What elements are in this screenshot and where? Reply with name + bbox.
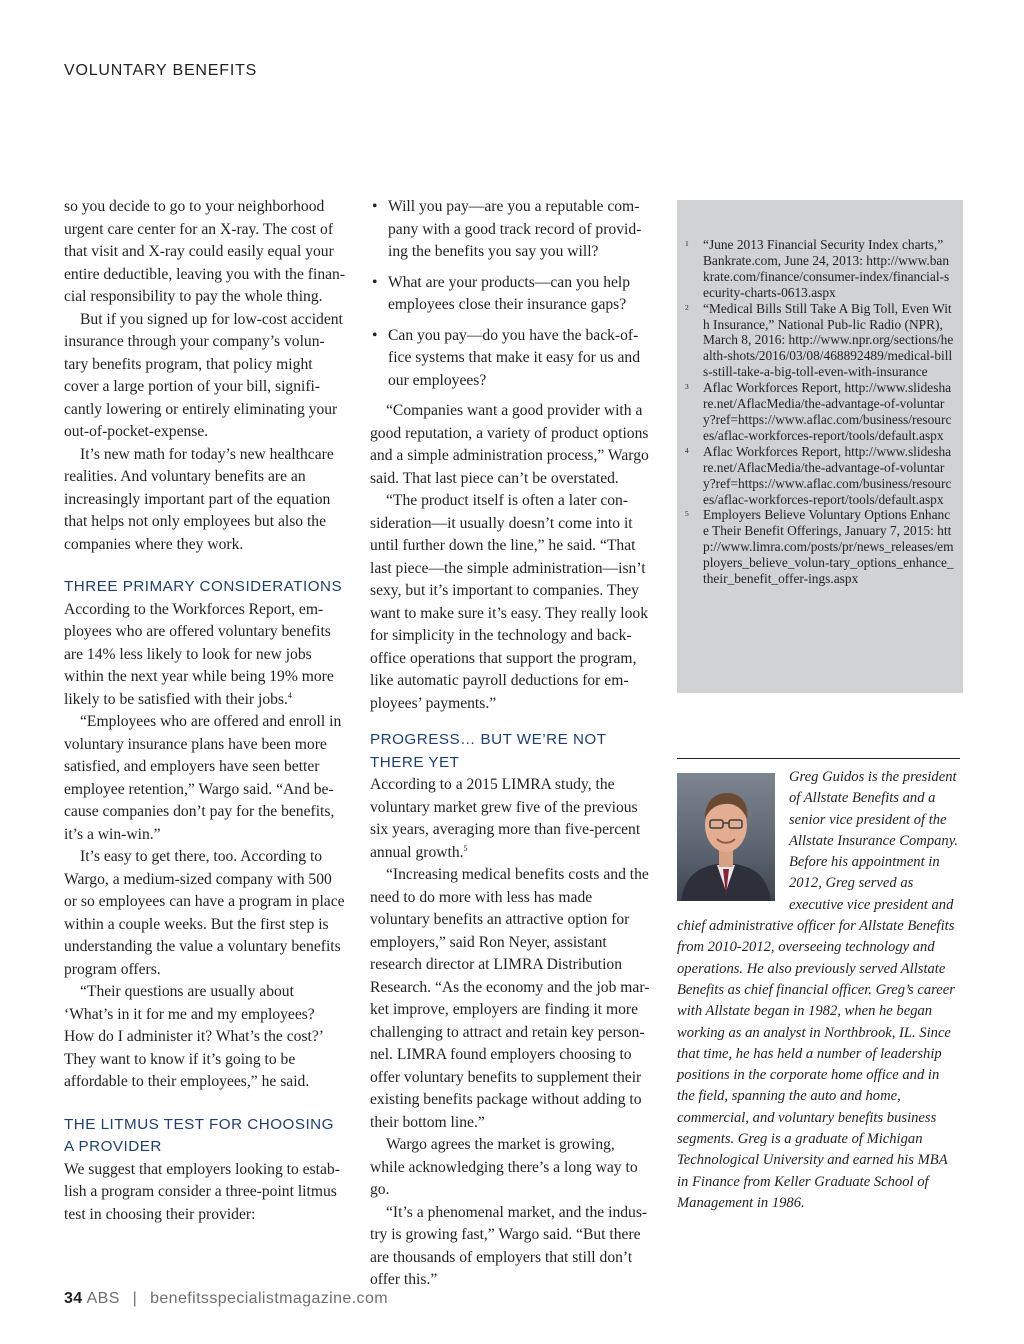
footnote [677,507,955,587]
subheading-progress: PROGRESS… BUT WE’RE NOT THERE YET [370,731,607,771]
footnote [677,444,955,508]
footnote [677,237,955,301]
page-footer [64,1290,388,1308]
paragraph [370,774,652,864]
bio-text: Greg Guidos is the president of Allstate Benefits and a senior vice president of the Allstate Insurance Company. Before his appointment in 2012, Greg served as executive vice president and chief administrative officer for Allstate Benefits from 2010-2012, overseeing technology and operations. He also previously served Allstate Benefits as chief financial officer. Greg’s career with Allstate began in 1982, when he began working as an analyst in Northbrook, IL. Since that time, he has held a number of leadership positions in the corporate home office and in the field, spanning the auto and home, commercial, and voluntary benefits business segments. Greg is a graduate of Michigan Technological University and earned his MBA in Finance from Keller Graduate School of Management in 1986. [677,769,959,1211]
bullet-list [370,196,652,392]
paragraph: “It’s a phenomenal market, and the indus-try is growing fast,” Wargo said. “But there are thousands of employers that still don’t offer this.” [370,1203,648,1288]
paragraph: But if you signed up for low-cost accident insurance through your company’s volun-tary benefits program, that policy might cover a large portion of your bill, signifi-cantly lowering or entirely eliminating your out-of-pocket-expense. [64,310,343,440]
article-column-1 [64,196,346,1226]
footnote [677,380,955,444]
list-item [370,272,652,317]
section-label: VOLUNTARY BENEFITS [64,62,258,79]
paragraph: so you decide to go to your neighborhood urgent care center for an X-ray. The cost of that visit and X-ray could easily equal your entire deductible, leaving you with the finan-cial responsibility to pay the whole thing. [64,198,346,305]
footnote-number: 2 [685,302,689,312]
footnote-text: “June 2013 Financial Security Index charts,” Bankrate.com, June 24, 2013: http://www.bankrate.com/finance/consumer-index/financial-security-charts-0613.aspx [703,237,950,300]
paragraph: “The product itself is often a later con-sideration—it usually doesn’t come into it until further down the line,” he said. “That last piece—the simple administration—isn’t sexy, but it’s important to companies. They want to make sure it’s easy. They really look for simplicity in the technology and back-office operations that support the program, like automatic payroll deductions for em-ployees’ payments.” [370,492,649,712]
paragraph: “Increasing medical benefits costs and the need to do more with less has made voluntary benefits an attractive option for employers,” said Ron Neyer, assistant research director at LIMRA Distribution Research. “As the economy and the job mar-ket improve, employers are finding it more challenging to attract and retain key person-nel. LIMRA found employers choosing to offer voluntary benefits to supplement their existing benefits package without adding to their bottom line.” [370,866,650,1131]
footnote-number: 4 [685,445,689,455]
bullet-glyph: • [372,198,378,215]
footnote-text: Aflac Workforces Report, http://www.slideshare.net/AflacMedia/the-advantage-of-voluntary?ref=https://www.aflac.com/business/resources/aflac-workforces-report/tools/default.aspx [703,380,952,443]
footnote-number: 1 [685,239,689,248]
footnote-text: Aflac Workforces Report, http://www.slideshare.net/AflacMedia/the-advantage-of-voluntary?ref=https://www.aflac.com/business/resources/aflac-workforces-report/tools/default.aspx [703,443,952,507]
footnote-ref: 4 [287,690,292,700]
list-item [370,325,652,393]
list-item-text: Can you pay—do you have the back-of-fice systems that make it easy for us and our employees? [388,326,641,389]
subheading-three-primary-considerations: THREE PRIMARY CONSIDERATIONS [64,578,343,595]
subheading-litmus-test: THE LITMUS TEST FOR CHOOSING A PROVIDER [64,1115,334,1155]
footnote-text: Employers Believe Voluntary Options Enhance Their Benefit Offerings, January 7, 2015: http://www.limra.com/posts/pr/news_releases/employers_believe_volun-tary_options_enhance_their_benefit_offer-ings.aspx [703,507,954,587]
paragraph: It’s easy to get there, too. According to Wargo, a medium-sized company with 500 or so employees can have a program in place within a couple weeks. But the first step is understanding the value a voluntary benefits program offers. [64,848,345,978]
paragraph: “Their questions are usually about ‘What’s in it for me and my employees? How do I administer it? What’s the cost?’ They want to know if it’s going to be affordable to their employees,” he said. [64,983,323,1090]
paragraph-text: According to the Workforces Report, em-ployees who are offered voluntary benefits are 14% less likely to look for new jobs within the next year while being 19% more likely to be satisfied with their jobs. [64,600,334,708]
website-url: benefitsspecialistmagazine.com [150,1290,388,1307]
footnotes-box [677,200,963,693]
list-item-text: What are your products—can you help employees close their insurance gaps? [388,273,631,313]
paragraph [64,599,346,712]
paragraph: It’s new math for today’s new healthcare realities. And voluntary benefits are an increasingly important part of the equation that helps not only employees but also the companies where they work. [64,445,334,553]
footnote [677,301,955,381]
list-item-text: Will you pay—are you a reputable com-pany with a good track record of provid-ing the benefits you say you will? [388,198,642,260]
bullet-glyph: • [372,326,378,344]
list-item [370,196,652,264]
paragraph: “Companies want a good provider with a good reputation, a variety of product options and a simple administration process,” Wargo said. That last piece can’t be overstated. [370,402,649,487]
footer-separator: | [132,1290,138,1307]
publication-name: ABS [86,1290,120,1307]
paragraph: We suggest that employers looking to estab-lish a program consider a three-point litmus test in choosing their provider: [64,1160,340,1223]
footnote-number: 5 [685,509,689,519]
paragraph: Wargo agrees the market is growing, while acknowledging there’s a long way to go. [370,1136,638,1198]
bio-divider [677,758,960,759]
footnote-ref: 5 [463,843,468,853]
footnote-text: “Medical Bills Still Take A Big Toll, Even With Insurance,” National Pub-lic Radio (NPR), March 8, 2016: http://www.npr.org/sections/health-shots/2016/03/08/468892489/medical-bills-still-take-a-big-toll-even-with-insurance [703,300,954,380]
author-portrait [677,773,775,901]
author-bio [677,767,960,1214]
bullet-glyph: • [372,273,378,291]
article-column-2 [370,196,652,1292]
page-number: 34 [64,1290,83,1307]
paragraph-text: According to a 2015 LIMRA study, the voluntary market grew five of the previous six years, averaging more than five-percent annual growth. [370,776,641,861]
footnote-number: 3 [685,382,689,392]
paragraph: “Employees who are offered and enroll in voluntary insurance plans have been more satisfied, and employers have seen better employee retention,” Wargo said. “And be-cause companies don’t pay for the benefits, it’s a win-win.” [64,713,342,843]
author-photo [677,773,775,901]
